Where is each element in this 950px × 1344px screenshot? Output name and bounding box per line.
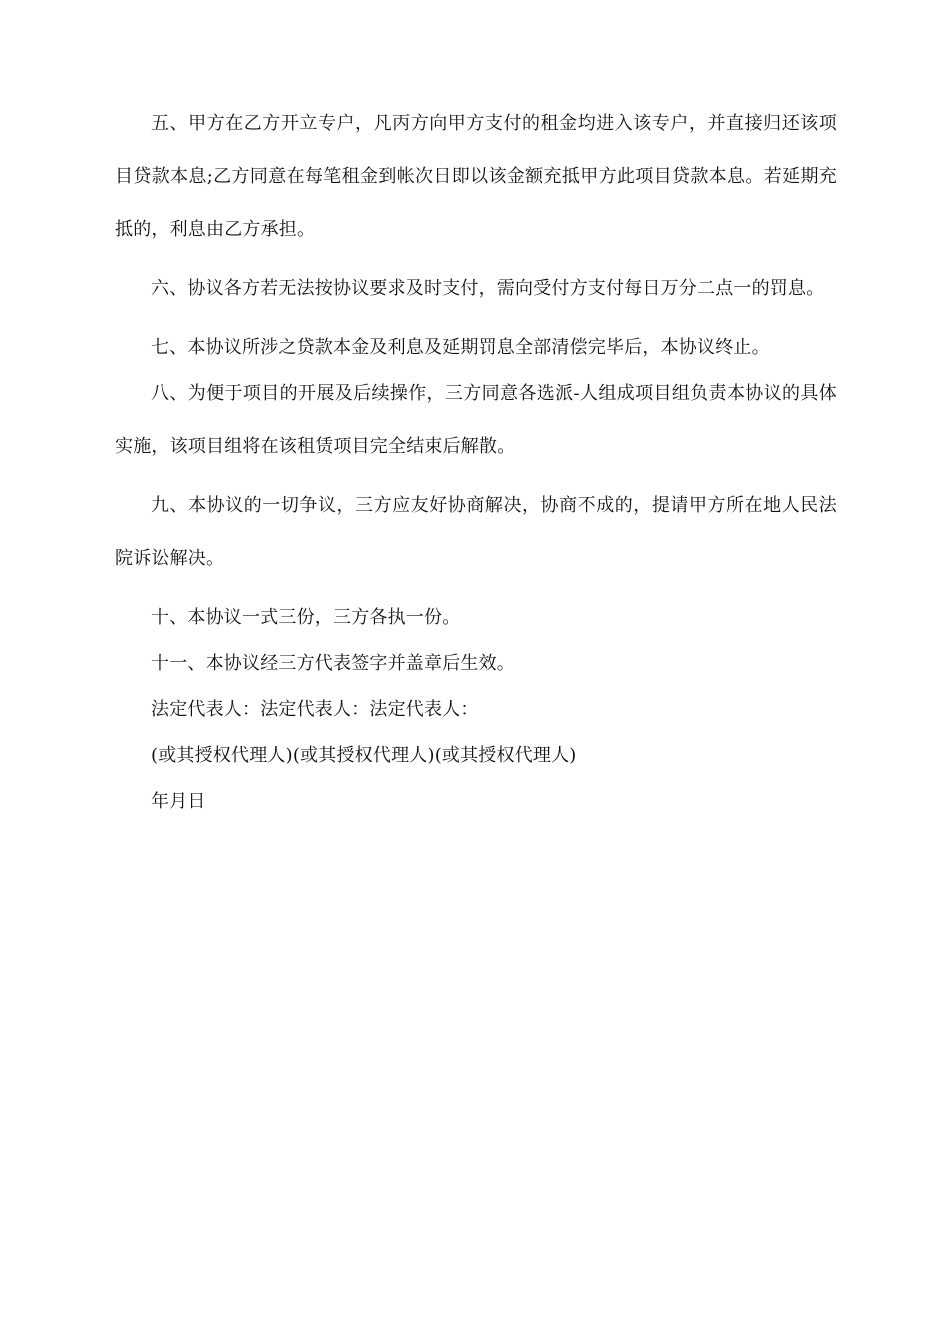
document-body: [115, 97, 837, 821]
clause-11: 十一、本协议经三方代表签字并盖章后生效。: [151, 653, 515, 674]
signature-date: 年月日: [151, 791, 206, 812]
signature-authorized-agents: (或其授权代理人)(或其授权代理人)(或其授权代理人): [151, 745, 577, 766]
clause-9: 九、本协议的一切争议，三方应友好协商解决，协商不成的，提请甲方所在地人民法院诉讼解决。: [115, 495, 837, 569]
clause-8: 八、为便于项目的开展及后续操作，三方同意各选派-人组成项目组负责本协议的具体实施，该项目组将在该租赁项目完全结束后解散。: [115, 383, 837, 457]
clause-5: 五、甲方在乙方开立专户，凡丙方向甲方支付的租金均进入该专户，并直接归还该项目贷款本息;乙方同意在每笔租金到帐次日即以该金额充抵甲方此项目贷款本息。若延期充抵的，利息由乙方承担。: [115, 113, 837, 240]
clause-10: 十、本协议一式三份，三方各执一份。: [151, 607, 461, 628]
clause-7: 七、本协议所涉之贷款本金及利息及延期罚息全部清偿完毕后，本协议终止。: [151, 337, 770, 358]
clause-6: 六、协议各方若无法按协议要求及时支付，需向受付方支付每日万分二点一的罚息。: [151, 278, 825, 299]
signature-legal-representatives: 法定代表人：法定代表人：法定代表人：: [151, 699, 479, 720]
